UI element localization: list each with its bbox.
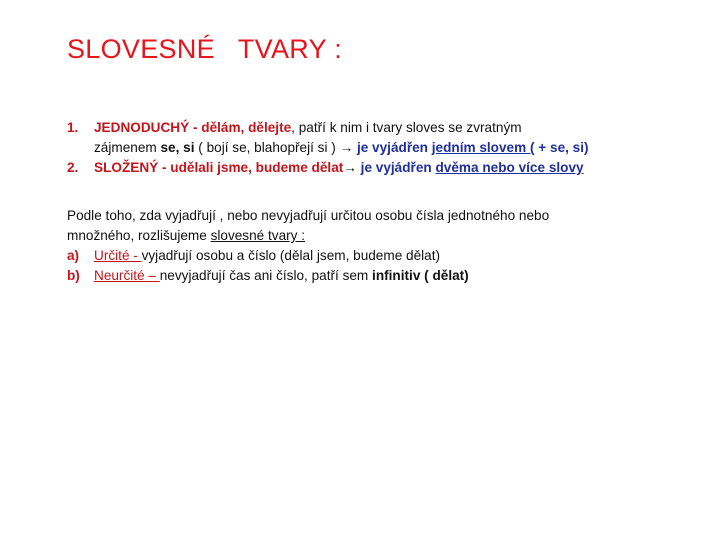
definition-text: vyjadřují osobu a číslo (dělal jsem, budeme dělat) — [141, 248, 441, 263]
verb-forms-term: slovesné tvary : — [210, 228, 306, 243]
rule-text: je vyjádřen — [353, 140, 432, 155]
arrow-icon: → — [343, 160, 357, 175]
rule-text-underlined: jedním slovem ( — [431, 140, 535, 155]
term-finite: Určité - — [94, 248, 142, 263]
verb-forms-list — [67, 118, 707, 178]
infinitive-term: infinitiv ( dělat) — [372, 268, 469, 283]
description-text: , patří k nim i tvary sloves se zvratným — [291, 120, 522, 135]
term-nonfinite: Neurčité – — [94, 268, 160, 283]
list-item-finite — [67, 246, 707, 266]
description-text: ( bojí se, blahopřejí si ) — [194, 140, 340, 155]
explanation-paragraph — [67, 206, 707, 286]
description-text: zájmenem — [94, 140, 161, 155]
list-item-simple — [67, 118, 707, 158]
rule-text-underlined: dvěma nebo více slovy — [435, 160, 584, 175]
examples-simple: dělám, dělejte — [197, 120, 292, 135]
page-title: SLOVESNÉ TVARY : — [67, 34, 343, 64]
list-number: 1. — [67, 120, 79, 135]
term-simple: JEDNODUCHÝ - — [94, 120, 198, 135]
reflexive-pronoun: se, si — [160, 140, 195, 155]
list-item-compound — [67, 158, 707, 178]
arrow-icon: → — [339, 140, 354, 155]
list-number: 2. — [67, 160, 79, 175]
rule-text: je vyjádřen — [356, 160, 436, 175]
list-item-nonfinite — [67, 266, 707, 286]
term-compound: SLOŽENÝ - — [94, 160, 167, 175]
paragraph-line: Podle toho, zda vyjadřují , nebo nevyjadřují určitou osobu čísla jednotného nebo — [67, 208, 550, 223]
list-letter: a) — [67, 248, 80, 263]
rule-text: + se, si) — [534, 140, 589, 155]
definition-text: nevyjadřují čas ani číslo, patří sem — [159, 268, 373, 283]
list-letter: b) — [67, 268, 80, 283]
examples-compound: udělali jsme, budeme dělat — [166, 160, 344, 175]
paragraph-line — [67, 226, 707, 246]
paragraph-text: množného, rozlišujeme — [67, 228, 211, 243]
